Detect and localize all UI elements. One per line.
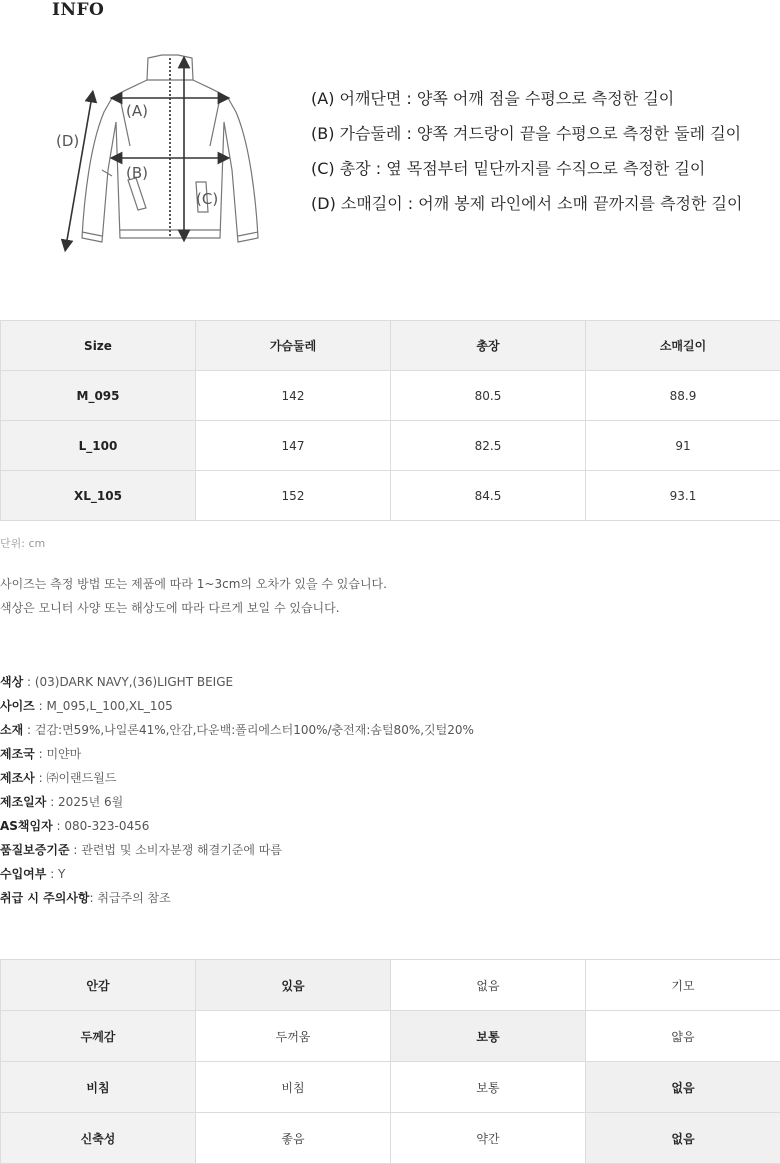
table-cell: 93.1 <box>586 471 780 521</box>
table-row <box>1 421 780 471</box>
spec-value: (03)DARK NAVY,(36)LIGHT BEIGE <box>34 675 234 689</box>
legend-c: (C) 총장 : 옆 목점부터 밑단까지를 수직으로 측정한 길이 <box>311 159 706 178</box>
spec-label: 취급 시 주의사항 <box>0 891 90 905</box>
spec-value: ㈜이랜드월드 <box>46 771 117 785</box>
feature-option: 약간 <box>391 1113 586 1164</box>
header-cell: 총장 <box>391 321 586 371</box>
table-cell: 91 <box>586 421 780 471</box>
size-cell: L_100 <box>1 421 196 471</box>
feature-option: 보통 <box>391 1062 586 1113</box>
table-cell: 142 <box>196 371 391 421</box>
feature-option: 없음 <box>391 960 586 1011</box>
info-title: INFO <box>52 0 105 20</box>
feature-option: 좋음 <box>196 1113 391 1164</box>
size-cell: M_095 <box>1 371 196 421</box>
table-row <box>1 1011 780 1062</box>
label-d: (D) <box>56 132 80 150</box>
spec-value: 겉감:면59%,나일론41%,안감,다운백:폴리에스터100%/충전재:솜털80%,깃털20% <box>34 723 474 737</box>
spec-color: 색상 : (03)DARK NAVY,(36)LIGHT BEIGE <box>0 675 234 689</box>
spec-label: 제조일자 <box>0 795 47 809</box>
spec-label: 품질보증기준 <box>0 843 70 857</box>
table-row <box>1 471 780 521</box>
table-cell: 152 <box>196 471 391 521</box>
legend-d: (D) 소매길이 : 어깨 봉제 라인에서 소매 끝까지를 측정한 길이 <box>311 194 743 213</box>
color-display-note: 색상은 모니터 사양 또는 해상도에 따라 다르게 보일 수 있습니다. <box>0 601 340 615</box>
label-b: (B) <box>126 164 148 182</box>
spec-value: 관련법 및 소비자분쟁 해결기준에 따름 <box>81 843 282 857</box>
feature-option: 얇음 <box>586 1011 780 1062</box>
feature-label: 비침 <box>1 1062 196 1113</box>
table-row <box>1 371 780 421</box>
table-cell: 82.5 <box>391 421 586 471</box>
header-cell: 소매길이 <box>586 321 780 371</box>
spec-size: 사이즈 : M_095,L_100,XL_105 <box>0 699 173 713</box>
feature-option-selected: 없음 <box>586 1062 780 1113</box>
spec-date: 제조일자 : 2025년 6월 <box>0 795 124 809</box>
feature-label: 안감 <box>1 960 196 1011</box>
spec-label: 사이즈 <box>0 699 35 713</box>
size-cell: XL_105 <box>1 471 196 521</box>
spec-value: Y <box>58 867 66 881</box>
spec-value: 취급주의 참조 <box>97 891 171 905</box>
label-a: (A) <box>126 102 148 120</box>
table-cell: 84.5 <box>391 471 586 521</box>
spec-value: 2025년 6월 <box>58 795 124 809</box>
spec-care: 취급 시 주의사항: 취급주의 참조 <box>0 891 171 905</box>
spec-warranty: 품질보증기준 : 관련법 및 소비자분쟁 해결기준에 따름 <box>0 843 282 857</box>
unit-note: 단위: cm <box>0 537 46 550</box>
spec-label: AS책임자 <box>0 819 53 833</box>
jacket-measurement-diagram <box>50 50 280 255</box>
spec-material: 소재 : 겉감:면59%,나일론41%,안감,다운백:폴리에스터100%/충전재:솜털80%,깃털20% <box>0 723 474 737</box>
feature-option-selected: 없음 <box>586 1113 780 1164</box>
feature-label: 두께감 <box>1 1011 196 1062</box>
spec-manufacturer: 제조사 : ㈜이랜드월드 <box>0 771 117 785</box>
spec-value: 080-323-0456 <box>64 819 150 833</box>
legend-a: (A) 어깨단면 : 양쪽 어깨 점을 수평으로 측정한 길이 <box>311 89 675 108</box>
spec-import: 수입여부 : Y <box>0 867 66 881</box>
feature-option: 기모 <box>586 960 780 1011</box>
feature-option: 두꺼움 <box>196 1011 391 1062</box>
header-cell: 가슴둘레 <box>196 321 391 371</box>
measurement-legend <box>311 86 742 226</box>
spec-label: 색상 <box>0 675 24 689</box>
table-row <box>1 1113 780 1164</box>
spec-country: 제조국 : 미얀마 <box>0 747 82 761</box>
table-cell: 88.9 <box>586 371 780 421</box>
header-cell: Size <box>1 321 196 371</box>
spec-value: 미얀마 <box>46 747 82 761</box>
size-table <box>0 320 780 521</box>
table-cell: 147 <box>196 421 391 471</box>
jacket-illustration <box>50 50 280 255</box>
spec-value: M_095,L_100,XL_105 <box>46 699 173 713</box>
legend-b: (B) 가슴둘레 : 양쪽 겨드랑이 끝을 수평으로 측정한 둘레 길이 <box>311 124 742 143</box>
size-table-header <box>1 321 780 371</box>
size-tolerance-note: 사이즈는 측정 방법 또는 제품에 따라 1~3cm의 오차가 있을 수 있습니다. <box>0 577 387 591</box>
table-cell: 80.5 <box>391 371 586 421</box>
table-row <box>1 960 780 1011</box>
spec-label: 소재 <box>0 723 24 737</box>
feature-label: 신축성 <box>1 1113 196 1164</box>
spec-as-contact: AS책임자 : 080-323-0456 <box>0 819 150 833</box>
spec-label: 수입여부 <box>0 867 47 881</box>
feature-option: 비침 <box>196 1062 391 1113</box>
label-c: (C) <box>196 190 219 208</box>
feature-option-selected: 보통 <box>391 1011 586 1062</box>
feature-table <box>0 959 780 1164</box>
table-row <box>1 1062 780 1113</box>
feature-option-selected: 있음 <box>196 960 391 1011</box>
spec-label: 제조사 <box>0 771 35 785</box>
spec-label: 제조국 <box>0 747 35 761</box>
